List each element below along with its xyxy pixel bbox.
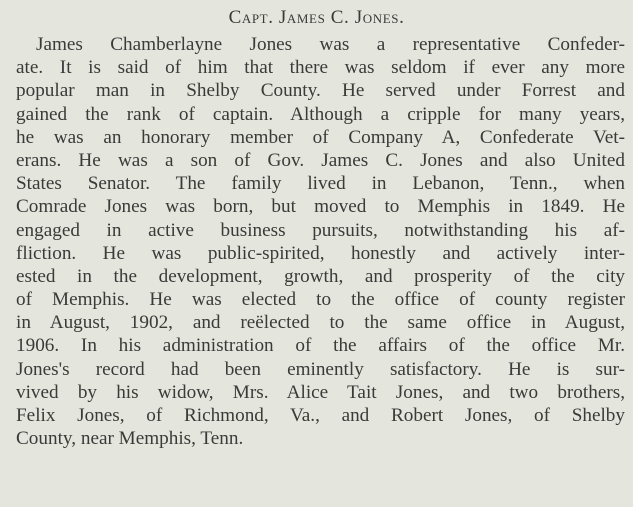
text-line: Comrade Jones was born, but moved to Memphis in 1849. He <box>16 196 625 218</box>
text-line: ate. It is said of him that there was seldom if ever any more <box>16 57 625 79</box>
text-line: States Senator. The family lived in Lebanon, Tenn., when <box>16 173 625 195</box>
text-line: vived by his widow, Mrs. Alice Tait Jones, and two brothers, <box>16 381 625 403</box>
text-line: he was an honorary member of Company A, Confederate Vet- <box>16 126 625 148</box>
text-line: 1906. In his administration of the affairs of the office Mr. <box>16 335 625 357</box>
text-line: engaged in active business pursuits, notwithstanding his af- <box>16 219 625 241</box>
text-line: erans. He was a son of Gov. James C. Jones and also United <box>16 149 625 171</box>
text-line: Jones's record had been eminently satisfactory. He is sur- <box>16 358 625 380</box>
text-line: popular man in Shelby County. He served under Forrest and <box>16 80 625 102</box>
text-line: James Chamberlayne Jones was a representative Confeder- <box>36 34 625 55</box>
article-title: Capt. James C. Jones. <box>228 7 405 28</box>
text-line: County, near Memphis, Tenn. <box>16 428 244 450</box>
text-line: in August, 1902, and reëlected to the same office in August, <box>16 312 625 334</box>
text-line: ested in the development, growth, and prosperity of the city <box>16 265 625 287</box>
article-body <box>16 33 625 450</box>
text-line: gained the rank of captain. Although a cripple for many years, <box>16 103 625 125</box>
text-line: fliction. He was public-spirited, honestly and actively inter- <box>16 242 625 264</box>
text-line: of Memphis. He was elected to the office of county register <box>16 289 625 311</box>
text-line: Felix Jones, of Richmond, Va., and Robert Jones, of Shelby <box>16 405 625 426</box>
